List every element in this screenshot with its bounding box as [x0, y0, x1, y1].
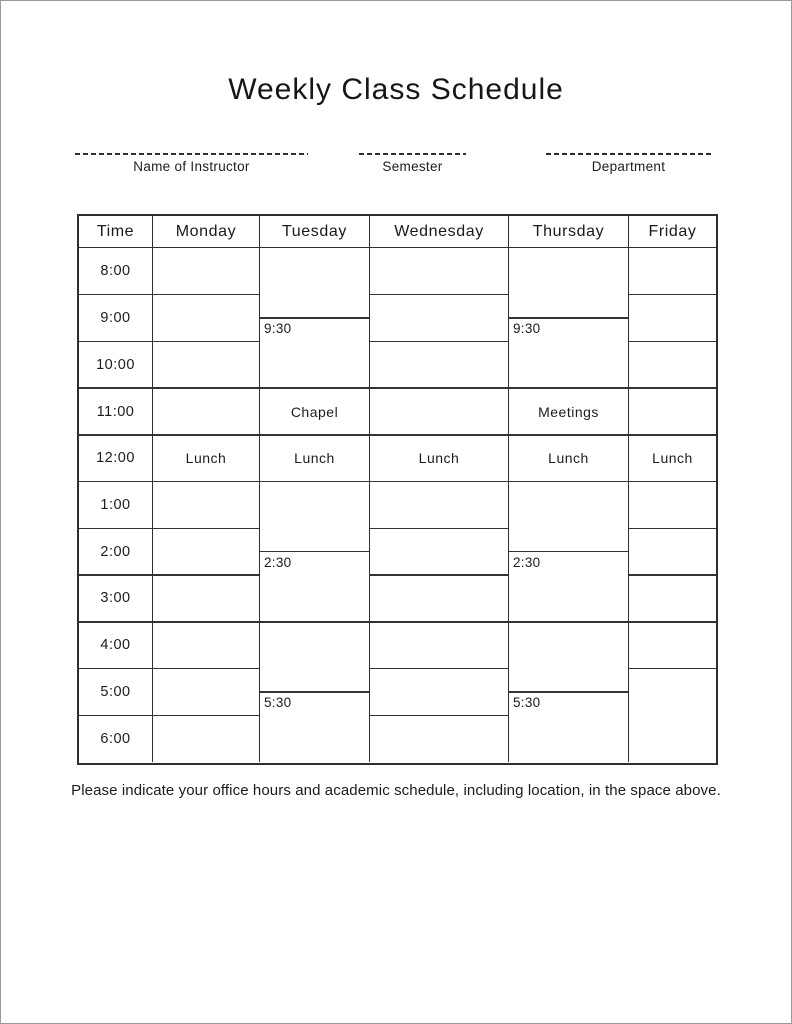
- grid-line: [153, 341, 259, 342]
- time-label: 12:00: [96, 450, 135, 467]
- time-label: 8:00: [100, 263, 131, 280]
- grid-line: [629, 294, 716, 295]
- header-cell-monday: Monday: [153, 216, 260, 247]
- grid-line: [629, 621, 716, 622]
- grid-line: [629, 528, 716, 529]
- schedule-entry: Lunch: [294, 450, 335, 467]
- half-hour-label: 5:30: [513, 694, 541, 710]
- grid-line: [153, 528, 259, 529]
- grid-line: [260, 621, 369, 622]
- grid-line: [153, 668, 259, 669]
- grid-line: [629, 387, 716, 388]
- grid-line: [260, 317, 369, 318]
- signature-line: [546, 153, 711, 155]
- department-field: [546, 153, 711, 174]
- grid-line: [509, 317, 628, 318]
- grid-line: [260, 691, 369, 692]
- grid-line: [509, 691, 628, 692]
- schedule-entry: Meetings: [538, 403, 599, 420]
- grid-line: [153, 294, 259, 295]
- grid-line: [153, 715, 259, 716]
- grid-line: [509, 621, 628, 622]
- grid-line: [153, 387, 259, 388]
- column-wednesday: [370, 248, 509, 762]
- instructor-field: [75, 153, 308, 174]
- time-label: 6:00: [100, 730, 131, 747]
- grid-line: [260, 551, 369, 552]
- grid-line: [629, 668, 716, 669]
- footer-note: Please indicate your office hours and academic schedule, including location, in the space above.: [71, 782, 721, 799]
- grid-line: [629, 341, 716, 342]
- schedule-entry: Lunch: [548, 450, 589, 467]
- time-label: 1:00: [100, 496, 131, 513]
- grid-line: [153, 621, 259, 622]
- schedule-entry: Lunch: [185, 450, 227, 467]
- semester-field: [359, 153, 466, 174]
- time-label: 10:00: [96, 356, 135, 373]
- grid-line: [370, 574, 508, 575]
- grid-line: [370, 341, 508, 342]
- grid-line: [370, 294, 508, 295]
- column-friday: [629, 248, 716, 762]
- schedule-entry: Chapel: [290, 403, 339, 420]
- grid-line: [370, 715, 508, 716]
- time-label: 11:00: [96, 403, 135, 420]
- signature-line: [75, 153, 308, 155]
- grid-line: [370, 621, 508, 622]
- page-title: Weekly Class Schedule: [228, 73, 564, 106]
- half-hour-label: 2:30: [513, 554, 541, 570]
- field-label-department: Department: [591, 159, 666, 174]
- half-hour-label: 2:30: [264, 554, 292, 570]
- time-label: 2:00: [100, 543, 131, 560]
- header-cell-wednesday: Wednesday: [370, 216, 509, 247]
- time-label: 3:00: [100, 590, 131, 607]
- header-cell-time: Time: [79, 216, 153, 247]
- column-monday: [153, 248, 260, 762]
- half-hour-label: 5:30: [264, 694, 292, 710]
- time-label: 4:00: [100, 637, 131, 654]
- grid-line: [370, 668, 508, 669]
- grid-line: [153, 574, 259, 575]
- table-header-row: [79, 216, 716, 248]
- schedule-entry: Lunch: [418, 450, 460, 467]
- time-label: 5:00: [100, 683, 131, 700]
- schedule-entry: Lunch: [652, 450, 693, 467]
- header-cell-tuesday: Tuesday: [260, 216, 370, 247]
- grid-line: [509, 551, 628, 552]
- schedule-table: [77, 214, 718, 765]
- header-cell-thursday: Thursday: [509, 216, 629, 247]
- field-label-instructor: Name of Instructor: [133, 159, 250, 174]
- half-hour-label: 9:30: [513, 321, 541, 337]
- table-body: [79, 248, 716, 762]
- signature-line: [359, 153, 466, 155]
- grid-line: [370, 387, 508, 388]
- field-label-semester: Semester: [382, 159, 443, 174]
- grid-line: [370, 528, 508, 529]
- column-tuesday: [260, 248, 370, 762]
- header-cell-friday: Friday: [648, 222, 697, 240]
- grid-line: [629, 574, 716, 575]
- column-thursday: [509, 248, 629, 762]
- time-label: 9:00: [100, 310, 131, 327]
- column-time: [79, 248, 153, 762]
- half-hour-label: 9:30: [264, 321, 292, 337]
